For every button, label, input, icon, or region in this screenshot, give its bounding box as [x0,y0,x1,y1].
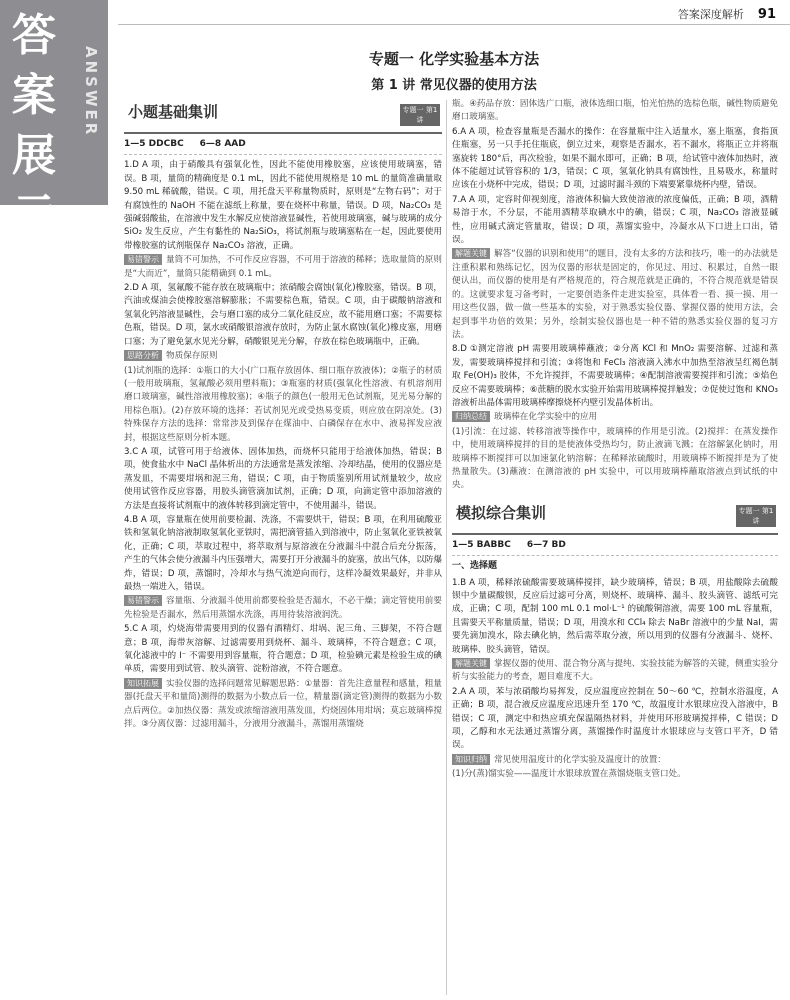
section-title: 小题基础集训 [128,103,219,121]
tip-box: 解题关键 解答“仪器的识别和使用”的题目，没有太多的方法和技巧，唯一的办法就是注重积累和熟练记忆，因为仪器的形状是固定的，你见过、用过、积累过，自然一眼便认出，而仪器的使用是有严格规范的，符合规范就是正确的，不符合规范就是错误的。这就要求复习备考时，一定要创造条件走进实验室，具体看一看、摸一摸、用一用这些仪器，做一做一些基本的实验，对于熟悉实验仪器、掌握仪器的使用方法，会起到事半功倍的效果；另外，绘制实验仪器也是一种不错的熟悉实验仪器的复习方法。 [452,249,778,340]
section-header-basic [124,98,442,134]
explanation-q8: 8.D ①测定溶液 pH 需要用玻璃棒蘸液；②分离 KCl 和 MnO₂ 需要溶解、过滤和蒸发，需要玻璃棒搅拌和引流；③将饱和 FeCl₃ 溶液滴入沸水中加热至溶液呈红褐色制取 Fe(OH)₃ 胶体，不允许搅拌，不需要玻璃棒；④配制溶液需要搅拌和引流；⑤焰色反应不需要玻璃棒；⑥蔗糖的脱水实验开始需用玻璃棒搅拌触发；⑦促使过饱和 KNO₃ 溶液析出晶体需用玻璃棒摩擦烧杯内壁引发晶体析出。 [452,344,778,408]
explanation-q5: 5.C A 项，灼烧海带需要用到的仪器有酒精灯、坩埚、泥三角、三脚架，不符合题意；B 项，海带灰溶解、过滤需要用到烧杯、漏斗、玻璃棒，不符合题意；C 项，氧化滤液中的 I⁻ 不需要用到容量瓶，符合题意；D 项，检验碘元素是检验生成的碘单质，需要用到试管、胶头滴管、淀粉溶液，不符合题意。 [124,624,442,675]
tip-box: 思路分析 物质保存原则 [124,350,442,363]
sidebar-title: 答 案 展 示 [12,10,56,241]
tip-box: 易错警示 容量瓶、分液漏斗使用前都要检验是否漏水，不必干燥；滴定管使用前要先检验是否漏水，然后用蒸馏水洗涤，再用待装溶液润洗。 [124,596,442,620]
section-title: 模拟综合集训 [456,503,547,522]
tip-box: 归纳总结 玻璃棒在化学实验中的应用 [452,411,778,424]
explanation-m1: 1.B A 项，稀释浓硫酸需要玻璃棒搅拌，缺少玻璃棒，错误；B 项，用盐酸除去硫酸钡中少量碳酸钡，反应后过滤可分离，则烧杯、玻璃棒、漏斗、胶头滴管、滤纸可完成，正确；C 项，配制 100 mL 0.1 mol·L⁻¹ 的硫酸铜溶液，需要 100 mL 容量瓶，且需要天平称量质量，错误；D 项，用溴水和 CCl₄ 除去 NaBr 溶液中的少量 NaI，需要先滴加溴水，除去碘化钠，然后需萃取分液，所以用到的仪器有分液漏斗、烧杯、玻璃棒、胶头滴管，错误。 [452,577,778,655]
answer-key: 1—5 BABBC 6—7 BD [452,539,778,556]
explanation-q7: 7.A A 项，定容时仰视刻度，溶液体积偏大致使溶液的浓度偏低，正确；B 项，酒精易溶于水，不分层，不能用酒精萃取碘水中的碘，错误；C 项，Na₂CO₃ 溶液显碱性，应用碱式滴定管量取，错误；D 项，蒸馏实验中，冷凝水从下口进上口出，错误。 [452,194,778,246]
left-column [124,98,442,998]
tip-box: 知识归纳 常见使用温度计的化学实验及温度计的放置： [452,754,778,767]
explanation-q3: 3.C A 项，试管可用于给液体、固体加热，而烧杯只能用于给液体加热，错误；B 项，使食盐水中 NaCl 晶体析出的方法通常是蒸发浓缩、冷却结晶，使用的仪器应是蒸发皿，不需要坩埚和泥三角，错误；C 项，由于物质鉴别所用试剂量较少，故应使用试管作反应容器，用胶头滴管滴加试剂，正确；D 项，向滴定管中添加溶液的方法是直接将试剂瓶中的液体转移到滴定管中，不使用漏斗，错误。 [124,446,442,511]
tip-content: (1)试剂瓶的选择：①瓶口的大小(广口瓶存放固体、细口瓶存放液体)；②瓶子的材质(一般用玻璃瓶，氢氟酸必须用塑料瓶)；③瓶塞的材质(强氧化性溶液、有机溶剂用磨口玻璃塞，碱性溶液用橡胶塞)；④瓶子的颜色(一般用无色试剂瓶，见光易分解的用棕色瓶)。(2)存放环境的选择：若试剂见光或受热易变质，则应放在阴凉处。(3)特殊保存方法的选择：常常涉及到保存在煤油中、白磷保存在水中、液易挥发应液封，根据这些原则分析本题。 [124,365,442,443]
header-divider [118,24,790,25]
explanation-m2: 2.A A 项，苯与浓硝酸均易挥发，反应温度应控制在 50～60 ℃，控制水浴温度，A 正确；B 项，混合液反应温度应迅速升至 170 ℃，故温度计水银球应没入溶液中，B 错误；C 项，测定中和热应填充保温隔热材料，并使用环形玻璃搅拌棒，C 错误；D 项，乙醇和水无法通过蒸馏分离，蒸馏操作时温度计水银球应与支管口平齐，D 错误。 [452,686,778,751]
tip-box: 易错警示 量筒不可加热，不可作反应容器，不可用于溶液的稀释；选取量筒的原则是“大而近”，量筒只能精确到 0.1 mL。 [124,255,442,279]
continued-text: 瓶。④药品存放：固体选广口瓶，液体选细口瓶，怕光怕热的选棕色瓶，碱性物质避免磨口玻璃塞。 [452,99,778,123]
chapter-title: 专题一 化学实验基本方法 [368,50,540,68]
section-header-comprehensive [452,499,778,535]
lesson-title: 第 1 讲 常见仪器的使用方法 [371,78,537,93]
explanation-q2: 2.D A 项，氢氟酸不能存放在玻璃瓶中；浓硝酸会腐蚀(氧化)橡胶塞，错误。B 项，汽油或煤油会使橡胶塞溶解膨胀；不需要棕色瓶，错误。C 项，由于碳酸钠溶液和氢氧化钙溶液显碱性，会与磨口塞的成分二氧化硅反应，故不能用磨口塞；不需要棕色瓶，错误。D 项，氯水或硝酸银溶液存放时，为防止氯水腐蚀(氧化)橡皮塞，用磨口塞；为了避免氯水见光分解，硝酸银见光分解，存放在棕色玻璃瓶中，正确。 [124,283,442,347]
explanation-q4: 4.B A 项，容量瓶在使用前要检漏、洗涤，不需要烘干，错误；B 项，在利用硫酸亚铁和氢氧化钠溶液制取氢氧化亚铁时，需把滴管插入到溶液中，防止氢氧化亚铁被氧化，正确；C 项，萃取过程中，将萃取剂与原溶液在分液漏斗中混合后充分振荡，产生的气体会使分液漏斗内压强增大，需要打开分液漏斗的旋塞，放出气体，以防爆炸，错误；D 项，蒸馏时，冷却水与热气流逆向而行，这样冷凝效果最好，并非从最热一端进入，错误。 [124,514,442,592]
answer-sidebar [0,0,108,241]
tip-content: (1)引流：在过滤、转移溶液等操作中，玻璃棒的作用是引流。(2)搅拌：在蒸发操作中，使用玻璃棒搅拌的目的是使液体受热均匀，防止液滴飞溅；在溶解氯化钠时，用玻璃棒不断搅拌可以加速氯化钠溶解；在稀释浓硫酸时，用玻璃棒不断搅拌是为了使热量散失。(3)蘸液：在测溶液的 pH 实验中，可以用玻璃棒蘸取溶液点到试纸的中央。 [452,426,778,491]
section-tag: 专题一 第1讲 [736,505,776,527]
tip-box: 知识拓展 实验仪器的选择问题常见解题思路：①量器：首先注意量程和感量，粗量器(托盘天平和量筒)测得的数据为小数点后一位，精量器(滴定管)测得的数据为小数点后两位。②加热仪器：蒸发或浓缩溶液用蒸发皿，灼烧固体用坩埚；莫忘玻璃棒搅拌。③分离仪器：过滤用漏斗，分液用分液漏斗，蒸馏用蒸馏烧 [124,678,442,730]
answer-key: 1—5 DDCBC 6—8 AAD [124,138,442,155]
part-title: 一、选择题 [452,561,498,572]
tip-box: 解题关键 掌握仪器的使用、混合物分离与提纯、实验技能为解答的关键，侧重实验分析与实验能力的考查，题目难度不大。 [452,659,778,683]
explanation-q1: 1.D A 项，由于硝酸具有强氧化性，因此不能使用橡胶塞，应该使用玻璃塞，错误。B 项，量筒的精确度是 0.1 mL，因此不能使用规格是 10 mL 的量筒准确量取 9.50 mL 稀硫酸，错误。C 项，用托盘天平称量物质时，原则是“左物右码”；对于有腐蚀性的 NaOH 不能在滤纸上称量，要在烧杯中称量，错误。D 项，Na₂CO₃ 是强碱弱酸盐，在溶液中发生水解反应使溶液显碱性，若使用玻璃塞，碱与玻璃的成分 SiO₂ 发生反应，产生有黏性的 Na₂SiO₃，将试剂瓶与玻璃塞粘在一起，因此要使用带橡胶塞的试剂瓶保存 Na₂CO₃ 溶液，正确。 [124,160,442,251]
sidebar-english: ANSWER [82,46,100,138]
page-number: 91 [757,7,776,22]
explanation-q6: 6.A A 项，检查容量瓶是否漏水的操作：在容量瓶中注入适量水，塞上瓶塞，食指顶住瓶塞，另一只手托住瓶底，倒立过来，观察是否漏水，若不漏水，将瓶正立并将瓶塞旋转 180°后，再次检验，如果不漏水即可，正确；B 项，给试管中液体加热时，液体不能超过试管容积的 1/3，错误；C 项，氢氧化钠具有腐蚀性，且易吸水，称量时应该在小烧杯中完成，错误；D 项，过滤时漏斗颈的下端要紧靠烧杯内壁，错误。 [452,126,778,191]
section-tag: 专题一 第1讲 [400,104,440,126]
page-header [678,6,776,22]
tip-content: (1)分(蒸)馏实验——温度计水银球放置在蒸馏烧瓶支管口处。 [452,769,686,780]
header-label: 答案深度解析 [677,8,744,21]
column-divider [446,100,447,995]
right-column [452,98,778,998]
